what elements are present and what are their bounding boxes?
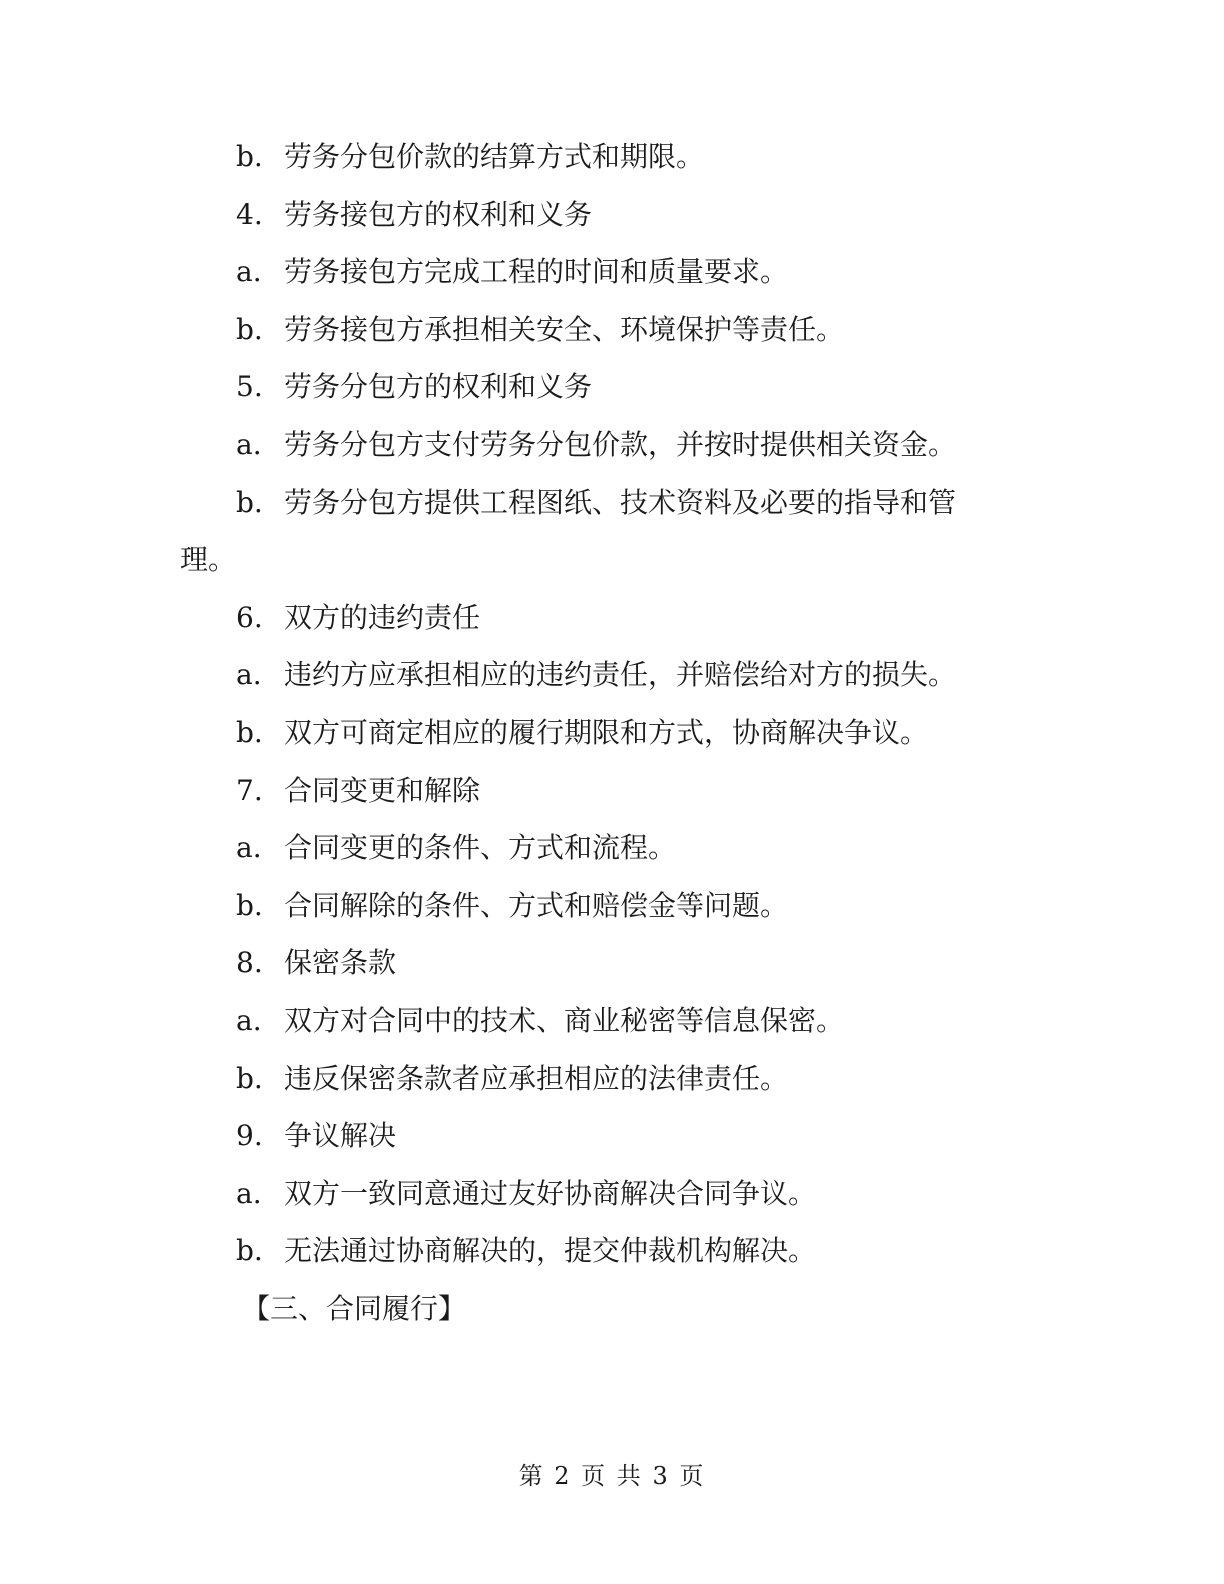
list-marker: a. bbox=[236, 427, 262, 461]
list-item bbox=[180, 243, 1010, 301]
list-item-continuation bbox=[180, 531, 1010, 589]
list-marker: a. bbox=[236, 1003, 262, 1037]
section-heading bbox=[180, 934, 1010, 992]
list-marker: 9. bbox=[236, 1119, 263, 1153]
list-item-text: 无法通过协商解决的，提交仲裁机构解决。 bbox=[284, 1234, 817, 1268]
list-item-text: 合同解除的条件、方式和赔偿金等问题。 bbox=[284, 888, 789, 922]
list-marker: a. bbox=[236, 658, 262, 692]
section-heading-text: 双方的违约责任 bbox=[284, 600, 481, 634]
list-item bbox=[180, 1222, 1010, 1280]
list-item-text: 劳务分包方支付劳务分包价款，并按时提供相关资金。 bbox=[284, 427, 957, 461]
section-heading bbox=[180, 358, 1010, 416]
list-marker: a. bbox=[236, 255, 262, 289]
list-marker: a. bbox=[236, 1176, 262, 1210]
document-body bbox=[180, 128, 1010, 1337]
list-marker: b. bbox=[236, 1061, 263, 1095]
list-marker: b. bbox=[236, 888, 263, 922]
section-heading-text: 劳务分包方的权利和义务 bbox=[284, 370, 593, 404]
list-item-text: 违约方应承担相应的违约责任，并赔偿给对方的损失。 bbox=[284, 658, 957, 692]
chapter-heading-text: 【三、合同履行】 bbox=[242, 1291, 467, 1325]
section-heading bbox=[180, 186, 1010, 244]
chapter-heading bbox=[180, 1280, 1010, 1338]
list-marker: b. bbox=[236, 1234, 263, 1268]
list-item-text: 双方一致同意通过友好协商解决合同争议。 bbox=[284, 1176, 817, 1210]
list-item-text: 合同变更的条件、方式和流程。 bbox=[284, 831, 677, 865]
list-item-text: 劳务分包价款的结算方式和期限。 bbox=[284, 140, 705, 173]
list-marker: 5. bbox=[236, 370, 263, 404]
section-heading bbox=[180, 589, 1010, 647]
list-item bbox=[180, 1050, 1010, 1108]
list-item-text: 双方可商定相应的履行期限和方式，协商解决争议。 bbox=[284, 715, 929, 749]
list-item bbox=[180, 646, 1010, 704]
list-marker: b. bbox=[236, 312, 263, 346]
list-marker: b. bbox=[236, 485, 263, 519]
list-item bbox=[180, 819, 1010, 877]
list-item bbox=[180, 877, 1010, 935]
section-heading-text: 合同变更和解除 bbox=[284, 773, 481, 807]
list-item bbox=[180, 1165, 1010, 1223]
section-heading-text: 劳务接包方的权利和义务 bbox=[284, 197, 593, 231]
page-number-footer: 第 2 页 共 3 页 bbox=[518, 1462, 706, 1490]
list-item bbox=[180, 128, 1010, 186]
list-marker: a. bbox=[236, 831, 262, 865]
list-marker: b. bbox=[236, 715, 263, 749]
list-item-text: 劳务接包方承担相关安全、环境保护等责任。 bbox=[284, 312, 845, 346]
list-item-text: 理。 bbox=[180, 543, 237, 577]
list-marker: 8. bbox=[236, 946, 263, 980]
list-marker: b. bbox=[236, 140, 263, 173]
section-heading bbox=[180, 762, 1010, 820]
list-item-text: 违反保密条款者应承担相应的法律责任。 bbox=[284, 1061, 789, 1095]
list-item-text: 劳务接包方完成工程的时间和质量要求。 bbox=[284, 255, 789, 289]
list-marker: 6. bbox=[236, 600, 263, 634]
list-item bbox=[180, 301, 1010, 359]
section-heading-text: 保密条款 bbox=[284, 946, 397, 980]
section-heading-text: 争议解决 bbox=[284, 1119, 397, 1153]
list-marker: 7. bbox=[236, 773, 263, 807]
list-item bbox=[180, 474, 1010, 532]
list-item-text: 劳务分包方提供工程图纸、技术资料及必要的指导和管 bbox=[284, 485, 957, 519]
list-item bbox=[180, 992, 1010, 1050]
section-heading bbox=[180, 1107, 1010, 1165]
list-item bbox=[180, 704, 1010, 762]
list-item bbox=[180, 416, 1010, 474]
list-item-text: 双方对合同中的技术、商业秘密等信息保密。 bbox=[284, 1003, 845, 1037]
list-marker: 4. bbox=[236, 197, 263, 231]
